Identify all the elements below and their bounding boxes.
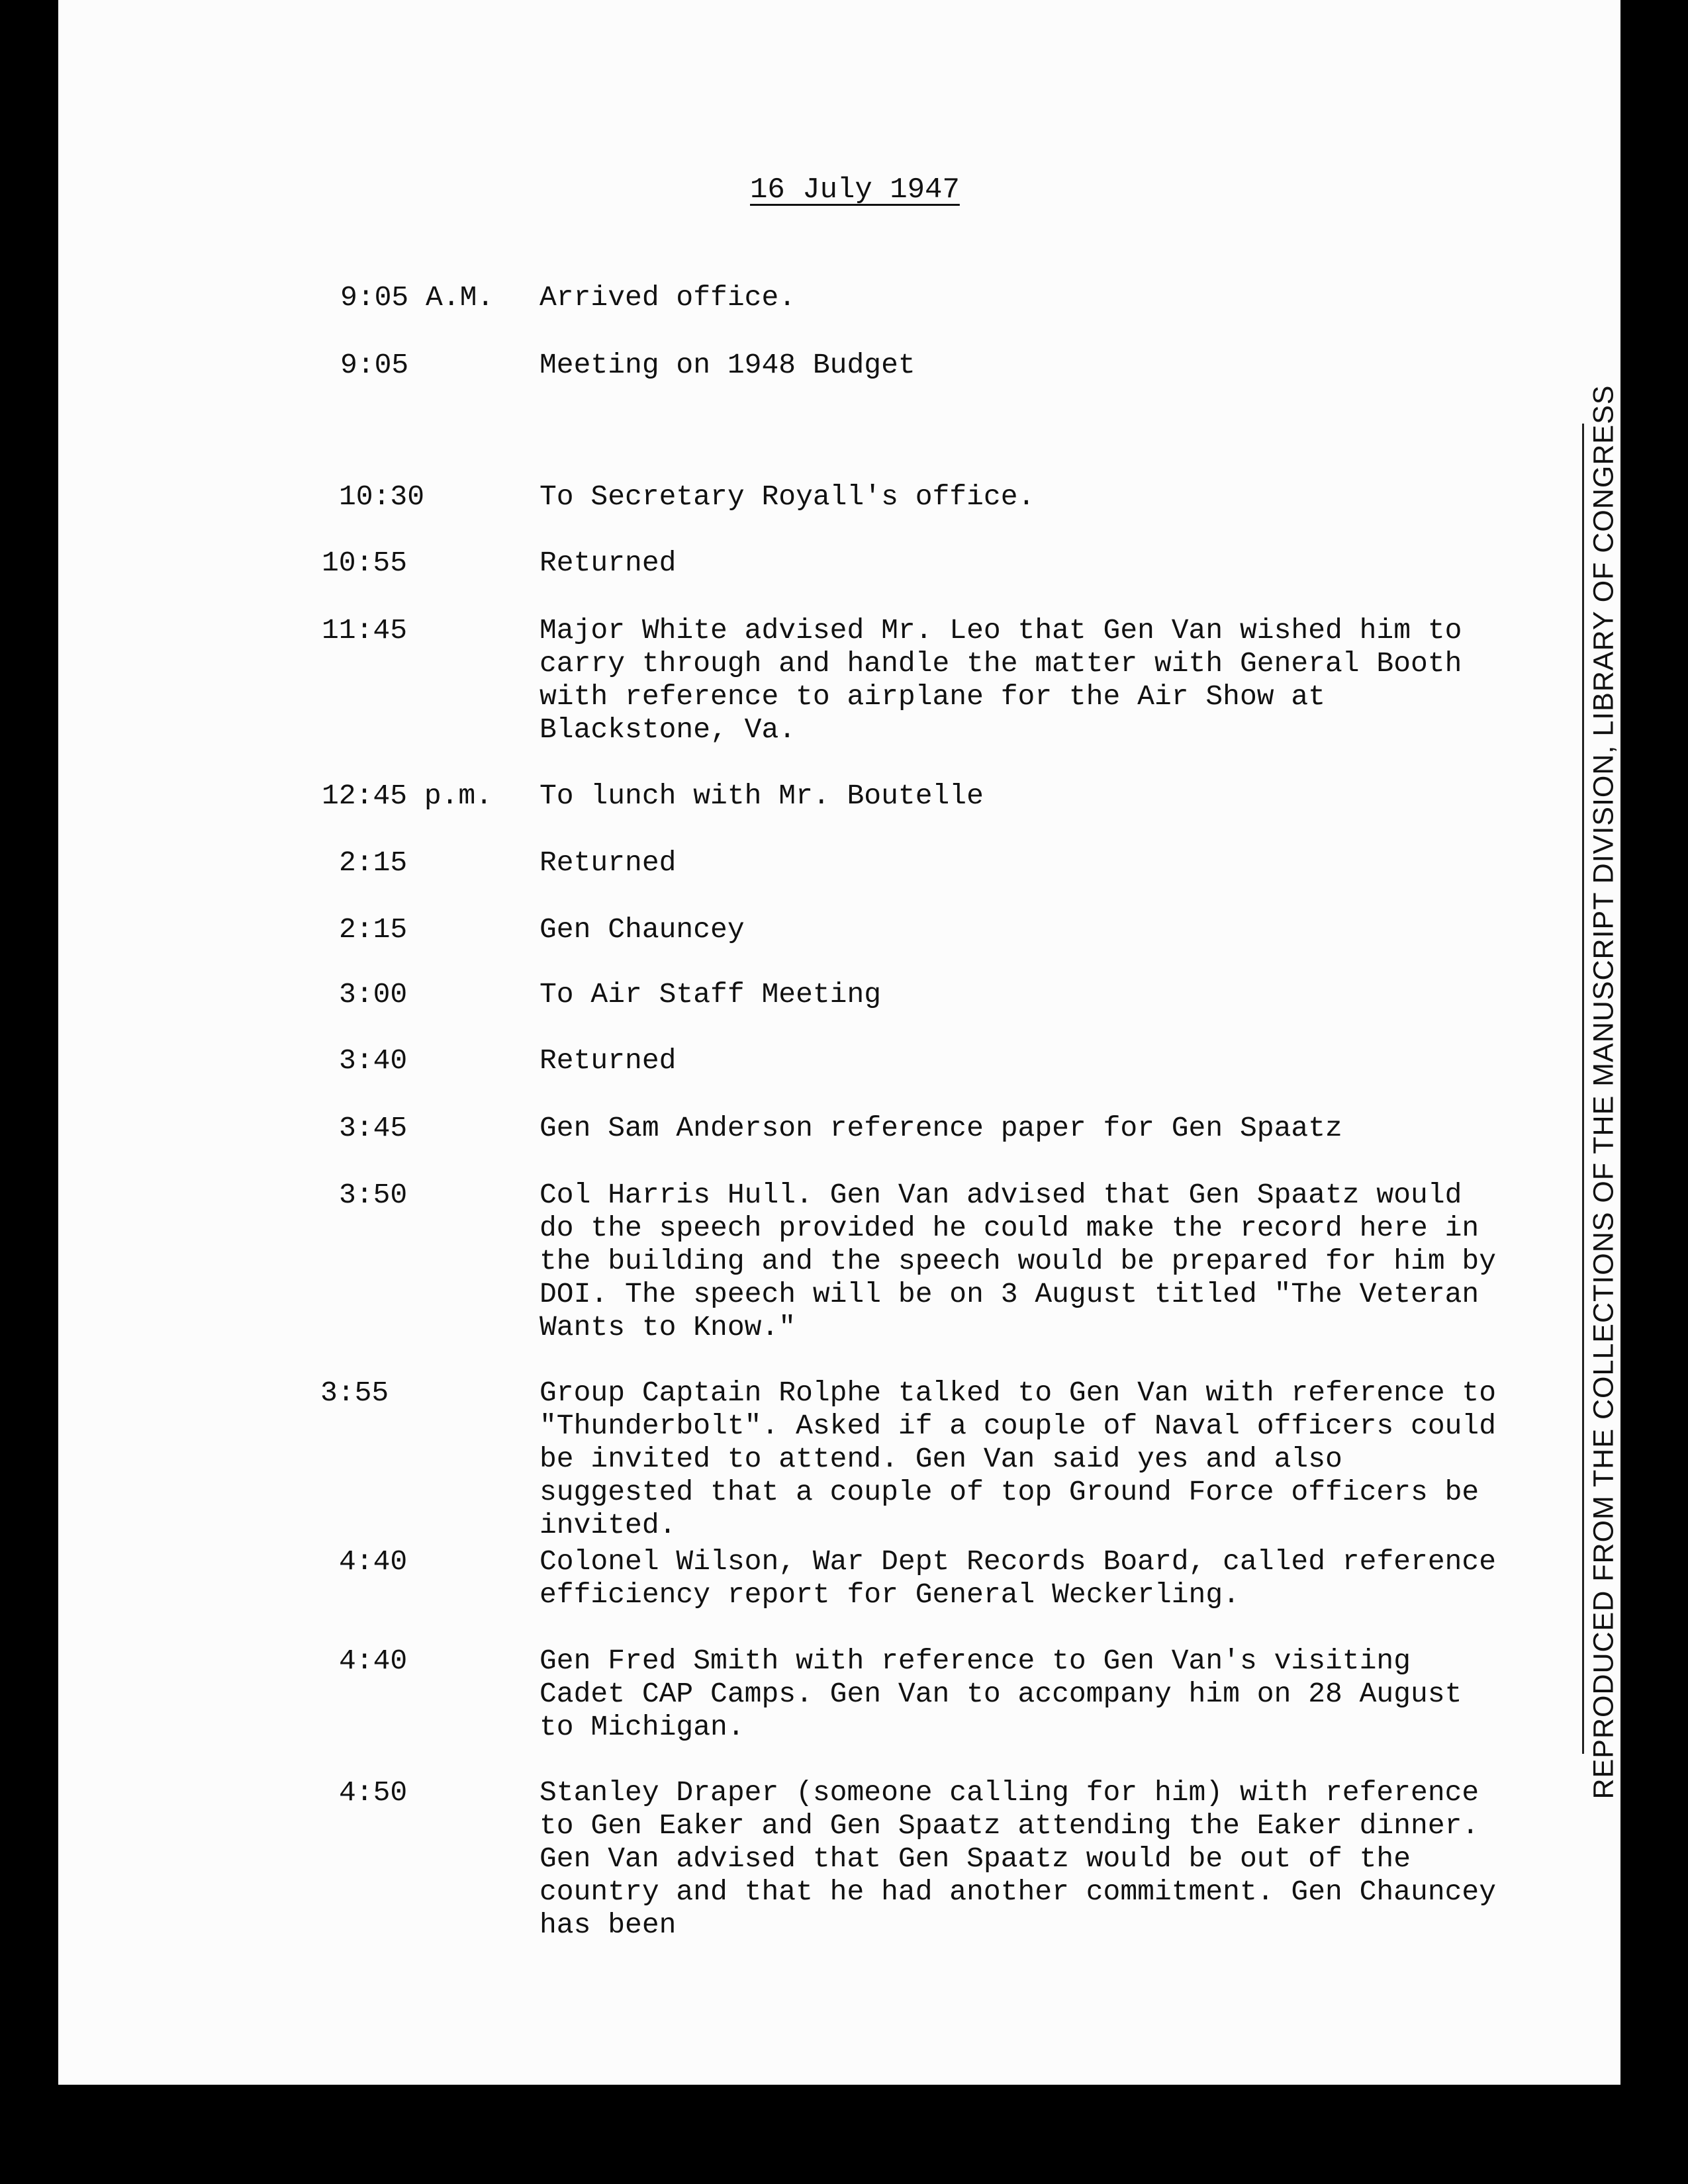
reproduction-credit-note: REPRODUCED FROM THE COLLECTIONS OF THE MANUSCRIPT DIVISION, LIBRARY OF CONGRESS [1587, 385, 1620, 1799]
margin-rule [1582, 424, 1584, 1754]
entry-time: 3:55 [320, 1377, 389, 1409]
binder-hole-bottom [0, 1833, 41, 1899]
entry-time: 9:05 A.M. [340, 281, 494, 314]
scan-bottom-border [58, 2085, 1620, 2184]
entry-text: Returned [539, 1044, 677, 1077]
entry-text: Gen Fred Smith with reference to Gen Van's visiting Cadet CAP Camps. Gen Van to accompany him on 28 August to Michigan. [539, 1645, 1462, 1743]
entry-time: 9:05 [340, 349, 409, 381]
entry-text: Returned [539, 547, 677, 579]
entry-time: 3:40 [339, 1044, 408, 1077]
entry-time: 2:15 [339, 913, 408, 946]
entry-text: To lunch with Mr. Boutelle [539, 780, 984, 812]
entry-text: Gen Sam Anderson reference paper for Gen Spaatz [539, 1112, 1342, 1144]
entry-text: Major White advised Mr. Leo that Gen Van wished him to carry through and handle the matter with General Booth with reference to airplane for the Air Show at Blackstone, Va. [539, 614, 1462, 746]
entry-text: Arrived office. [539, 281, 796, 314]
entry-time: 10:30 [339, 480, 425, 513]
entry-time: 11:45 [322, 614, 408, 647]
entry-time: 3:45 [339, 1112, 408, 1144]
entry-text: Colonel Wilson, War Dept Records Board, called reference efficiency report for General Weckerling. [539, 1545, 1497, 1611]
binder-hole-top [0, 152, 41, 218]
entry-text: To Air Staff Meeting [539, 978, 882, 1011]
entry-text: Stanley Draper (someone calling for him) with reference to Gen Eaker and Gen Spaatz attending the Eaker dinner. Gen Van advised that Gen Spaatz would be out of the country and that he had another commitment. Gen Chauncey has been [539, 1776, 1497, 1941]
entry-text: Col Harris Hull. Gen Van advised that Gen Spaatz would do the speech provided he could make the record here in the building and the speech would be prepared for him by DOI. The speech will be on 3 August titled "The Veteran Wants to Know." [539, 1179, 1497, 1343]
entry-time: 4:40 [339, 1645, 408, 1677]
entry-text: Meeting on 1948 Budget [539, 349, 915, 381]
entry-time: 3:50 [339, 1179, 408, 1211]
page-date-heading: 16 July 1947 [750, 173, 960, 206]
binder-hole-middle [0, 1006, 41, 1072]
entry-time: 4:40 [339, 1545, 408, 1578]
entry-time: 2:15 [339, 846, 408, 879]
entry-text: Gen Chauncey [539, 913, 745, 946]
entry-time: 10:55 [322, 547, 408, 579]
entry-time: 12:45 p.m. [322, 780, 493, 812]
entry-text: Group Captain Rolphe talked to Gen Van with reference to "Thunderbolt". Asked if a couple of Naval officers could be invited to attend. Gen Van said yes and also suggested that a couple of top Ground Force officers be invited. [539, 1377, 1497, 1541]
entry-time: 3:00 [339, 978, 408, 1011]
entry-text: To Secretary Royall's office. [539, 480, 1035, 513]
entry-time: 4:50 [339, 1776, 408, 1809]
entry-text: Returned [539, 846, 677, 879]
